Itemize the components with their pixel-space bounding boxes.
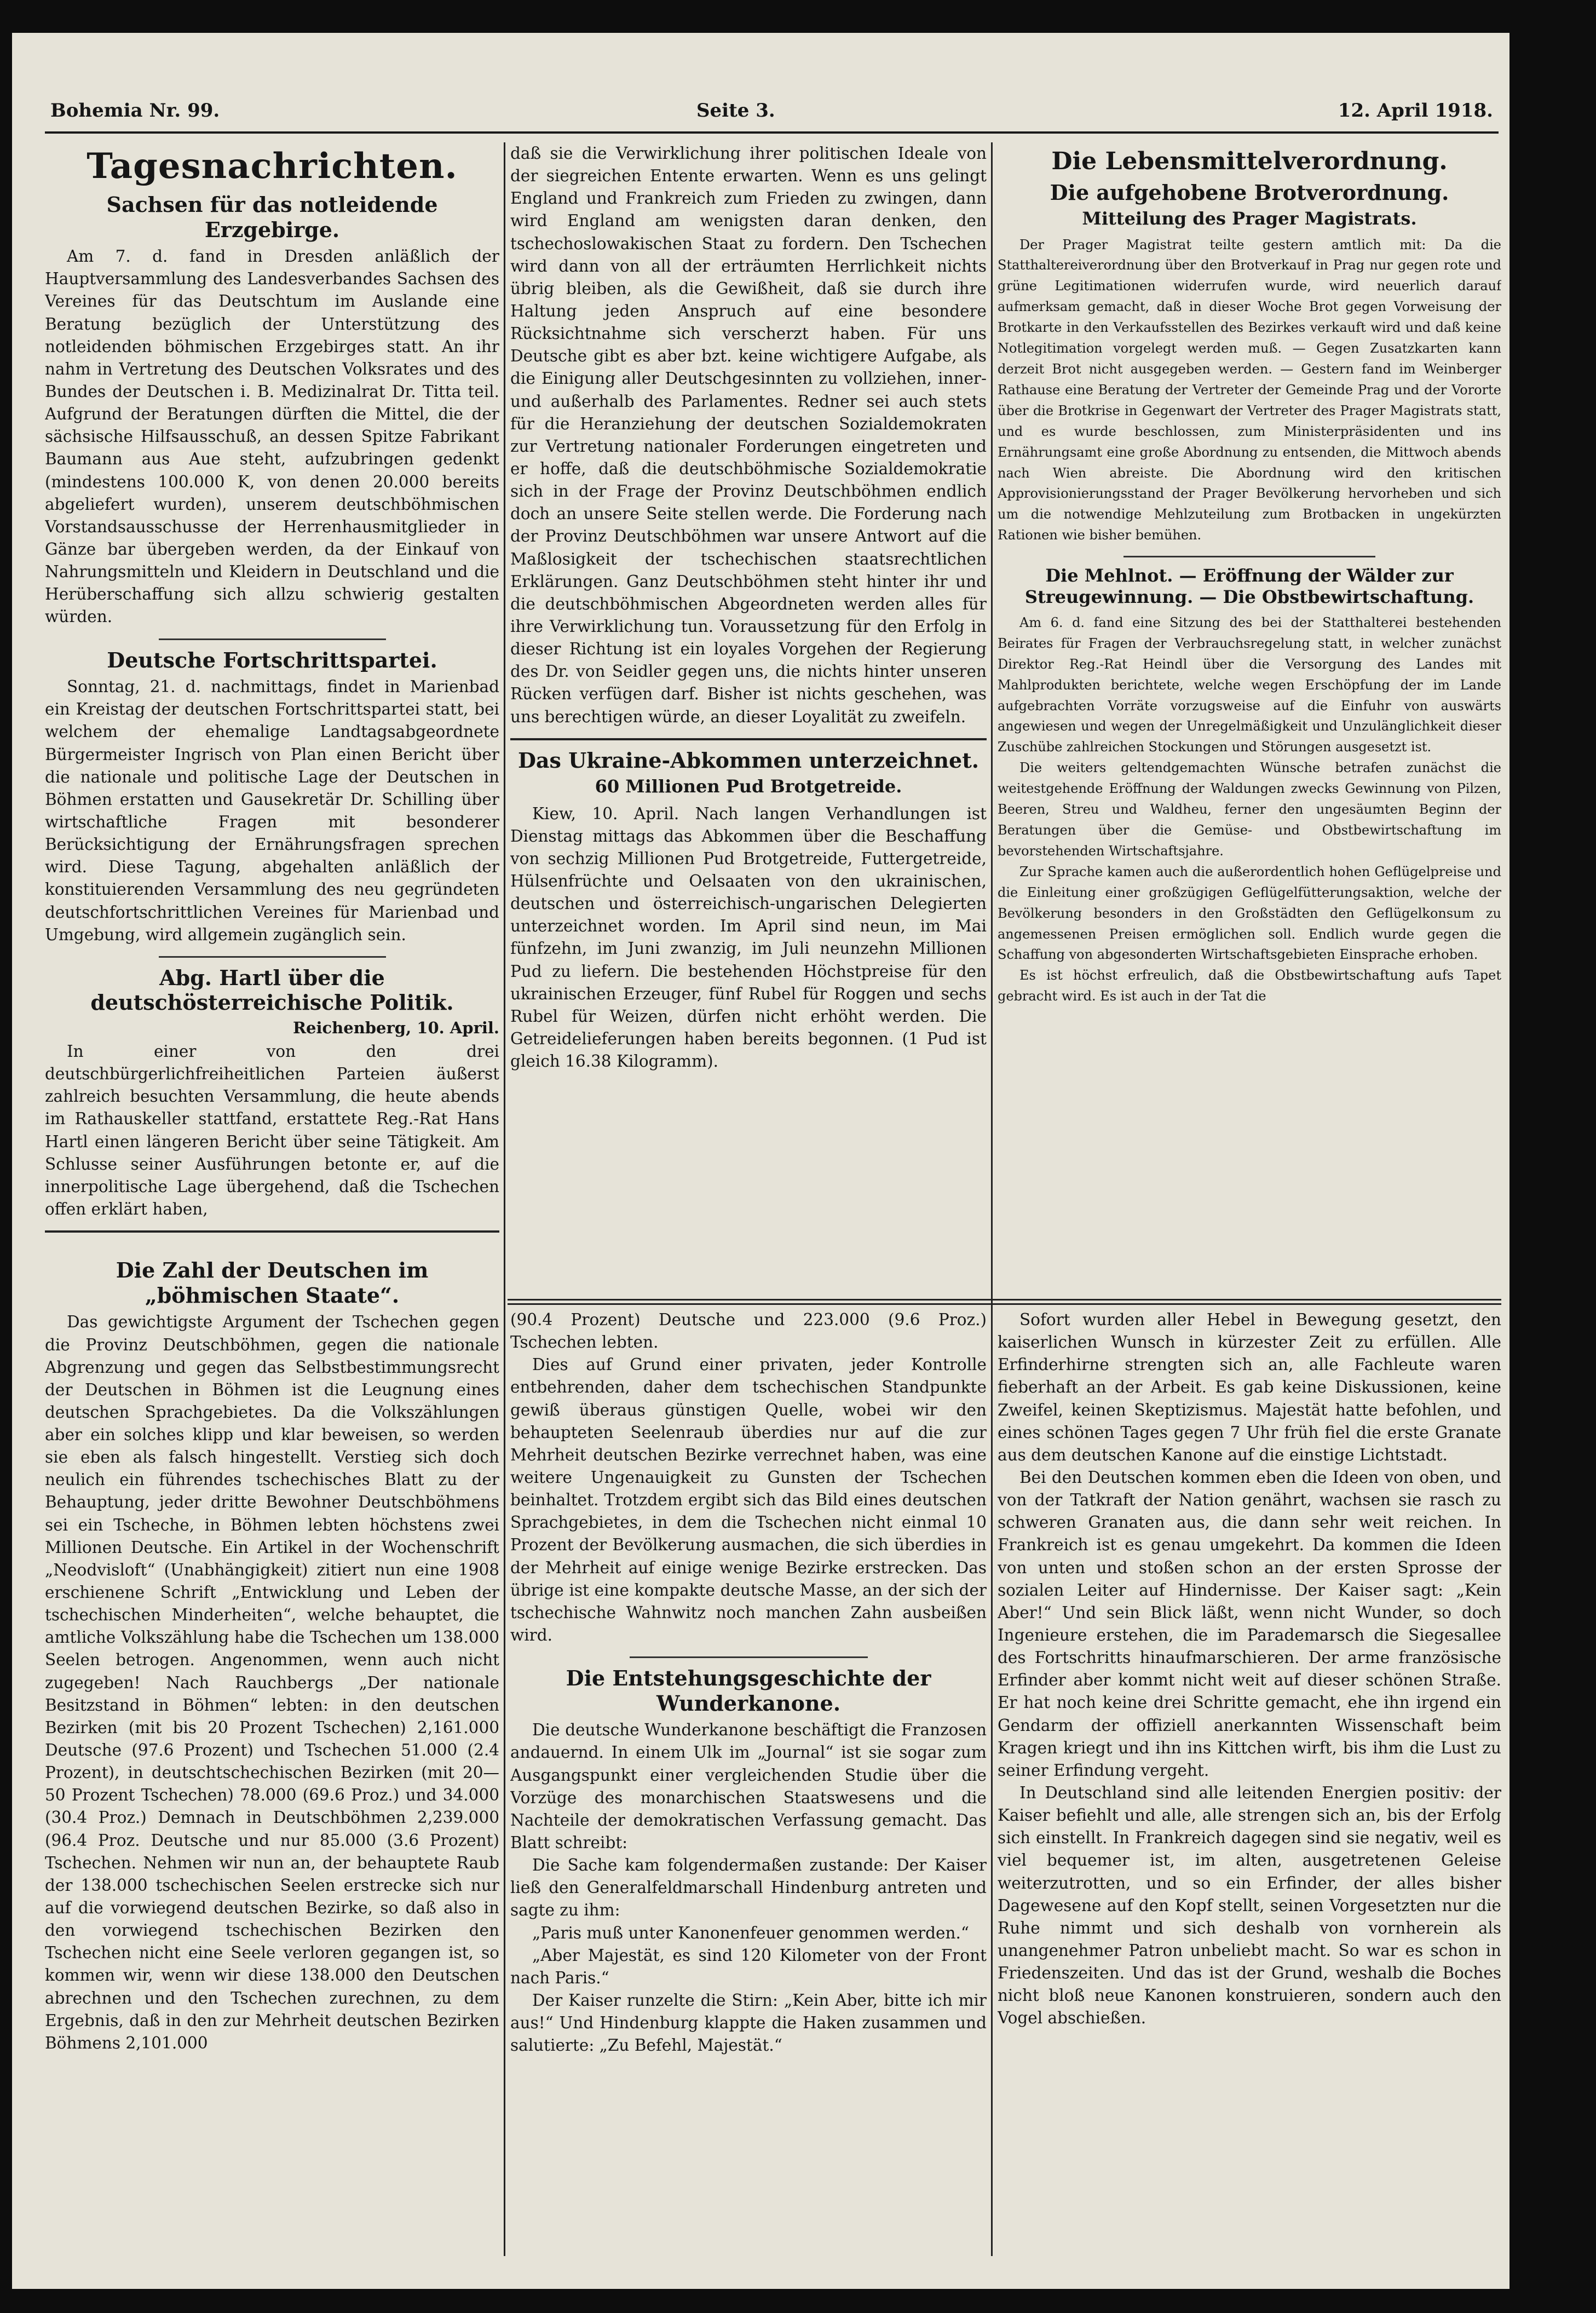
article-zahl-continued: (90.4 Prozent) Deutsche und 223.000 (9.6 Proz.) Tschechen lebten. [510,1310,987,1352]
column-1 [45,142,499,2256]
column-5 [998,1309,1501,2256]
article-mehlnot-p2: Die weiters geltendgemachten Wünsche betrafen zunächst die weitestgehende Eröffnung der Waldungen zwecks Gewinnung von Pilzen, Beeren, Streu und Waldheu, ferner den ungesäumten Beginn der Beratungen über die Gemüse- und Obstbewirtschaftung im bevorstehenden Wirtschaftsjahre. [998,760,1501,859]
subheadline-magistrat: Mitteilung des Prager Magistrats. [1082,208,1417,229]
article-separator [159,638,386,640]
section-masthead: Tagesnachrichten. [87,146,458,187]
article-ukraine-body: Kiew, 10. April. Nach langen Verhandlungen ist Dienstag mittags das Abkommen über die Beschaffung von sechzig Millionen Pud Brotgetreide, Futtergetreide, Hülsenfrüchte und Oelsaaten von den ukrainischen, deutschen und österreichisch-ungarischen Delegierten unterzeichnet worden. Im April sind neun, im Mai fünfzehn, im Juni zwanzig, im Juli neunzehn Millionen Pud zu liefern. Die bestehenden Höchstpreise für den ukrainischen Erzeuger, fünf Rubel für Roggen und sechs Rubel für Weizen, dürfen nicht erhöht werden. Die Getreidelieferungen haben bereits begonnen. (1 Pud ist gleich 16.38 Kilogramm). [510,804,987,1071]
article-wunderkanone-p5: Der Kaiser runzelte die Stirn: „Kein Aber, bitte ich mir aus!“ Und Hindenburg klappte die Haken zusammen und salutierte: „Zu Befehl, Majestät.“ [510,1990,987,2055]
article-separator [45,1230,499,1233]
column-rule-1 [504,142,505,2256]
article-wunderkanone-p1: Die deutsche Wunderkanone beschäftigt die Franzosen andauernd. In einem Ulk im „Journal“ ist sie sogar zum Ausgangspunkt einer vergleichenden Studie über die Vorzüge des monarchischen Staatswesens und die Nachteile der demokratischen Verfassung gemacht. Das Blatt schreibt: [510,1721,987,1852]
column-rule-2 [991,142,993,2256]
article-hartl-body: In einer von den drei deutschbürgerlichfreiheitlichen Parteien äußerst zahlreich besuchten Versammlung, die heute abends im Rathauskeller stattfand, erstattete Reg.-Rat Hans Hartl einen längeren Bericht über seine Tätigkeit. Am Schlusse seiner Ausführungen betonte er, auf die innerpolitische Lage übergehend, daß die Tschechen offen erklärt haben, [45,1042,499,1219]
subheadline-brotverordnung: Die aufgehobene Brotverordnung. [1050,180,1449,205]
article-lebensmittel-body: Der Prager Magistrat teilte gestern amtlich mit: Da die Statthaltereiverordnung über den Brotverkauf in Prag nur gegen rote und grüne Legitimationen widerrufen wurde, wird neuerlich darauf aufmerksam gemacht, daß in dieser Woche Brot gegen Vorweisung der Brotkarte in den Verkaufsstellen des Bezirkes verkauft wird und daß keine Notlegitimation vorgelegt werden muß. — Gegen Zusatzkarten kann derzeit Brot nicht ausgegeben werden. — Gestern fand im Weinberger Rathause eine Beratung der Vertreter der Gemeinde Prag und der Vororte über die Brotkrise in Gegenwart der Vertreter des Prager Magistrats statt, und es wurde beschlossen, zum Ministerpräsidenten und ins Ernährungsamt eine große Abordnung zu entsenden, die Mittwoch abends nach Wien abreiste. Die Abordnung wird den kritischen Approvisionierungsstand der Prager Bevölkerung hervorheben und sich um die notwendige Mehlzuteilung zum Brotbacken in ungekürzten Rationen wie bisher bemühen. [998,237,1501,543]
article-wunderkanone-p8: In Deutschland sind alle leitenden Energien positiv: der Kaiser befiehlt und alle, alle strengen sich an, bis der Erfolg sich einstellt. In Frankreich dagegen sind sie negativ, weil es viel bequemer ist, im alten, ausgetretenen Geleise weiterzutrotten, und so ein Erfinder, der alles bisher Dagewesene auf den Kopf stellt, seinen Vorgesetzten nur die Ruhe nimmt und sich deshalb von vornherein als unangenehmer Patron unbeliebt macht. So war es schon in Friedenszeiten. Und das ist der Grund, weshalb die Boches nicht bloß neue Kanonen konstruieren, sondern auch den Vogel abschießen. [998,1783,1501,2028]
article-zahl-body: Das gewichtigste Argument der Tschechen gegen die Provinz Deutschböhmen, gegen die nationale Abgrenzung und gegen das Selbstbestimmungsrecht der Deutschen in Böhmen ist die Leugnung eines deutschen Sprachgebietes. Da die Volkszählungen aber ein solches klipp und klar beweisen, so werden sie eben als falsch hingestellt. Verstieg sich doch neulich ein führendes tschechisches Blatt zu der Behauptung, jeder dritte Bewohner Deutschböhmens sei ein Tscheche, in Böhmen lebten höchstens zwei Millionen Deutsche. Ein Artikel in der Wochenschrift „Neodvisloft“ (Unabhängigkeit) zitiert nun eine 1908 erschienene Schrift „Entwicklung und Leben der tschechischen Minderheiten“, welche behauptet, die amtliche Volkszählung habe die Tschechen um 138.000 Seelen betrogen. Angenommen, wenn auch nicht zugegeben! Nach Rauchbergs „Der nationale Besitzstand in Böhmen“ lebten: in den deutschen Bezirken (mit bis 20 Prozent Tschechen) 2,161.000 Deutsche (97.6 Prozent) und Tschechen 51.000 (2.4 Prozent), in deutschtschechischen Bezirken (mit 20—50 Prozent Tschechen) 78.000 (69.6 Proz.) und 34.000 (30.4 Proz.) Demnach in Deutschböhmen 2,239.000 (96.4 Proz. Deutsche und nur 85.000 (3.6 Prozent) Tschechen. Nehmen wir nun an, der behauptete Raub der 138.000 tschechischen Seelen erstrecke sich nur auf die vorwiegend deutschen Bezirke, so daß also in den vorwiegend tschechischen Bezirken den Tschechen nicht eine Seele verloren gegangen ist, so kommen wir, wenn wir diese 138.000 den Deutschen abrechnen und den Tschechen zurechnen, zu dem Ergebnis, daß in den zur Mehrheit deutschen Bezirken Böhmens 2,101.000 [45,1313,499,2052]
article-separator [1123,556,1375,557]
headline-fortschrittspartei: Deutsche Fortschrittspartei. [107,647,437,672]
headline-hartl: Abg. Hartl über die deutschösterreichische Politik. [90,965,454,1015]
headline-erzgebirge: Sachsen für das notleidende Erzgebirge. [106,192,438,242]
article-wunderkanone-p3: „Paris muß unter Kanonenfeuer genommen werden.“ [532,1923,969,1942]
subheadline-ukraine: 60 Millionen Pud Brotgetreide. [595,776,902,797]
article-mehlnot-p3: Zur Sprache kamen auch die außerordentlich hohen Geflügelpreise und die Einleitung einer großzügigen Geflügelfütterungsaktion, welche der Bevölkerung besonders in den Großstädten den Geflügelkonsum zu angemessenen Preisen ermöglichen soll. Endlich wurde gegen die Schaffung von abgesonderten Wirtschaftsgebieten Einsprache erhoben. [998,864,1501,963]
article-mehlnot-p1: Am 6. d. fand eine Sitzung des bei der Statthalterei bestehenden Beirates für Fragen der Verbrauchsregelung statt, in welcher zunächst Direktor Reg.-Rat Heindl über die Versorgung des Landes mit Mahlprodukten berichtete, welche wegen Erschöpfung der im Lande aufgebrachten Vorräte vorzugsweise auf die Einfuhr von auswärts angewiesen und wegen der Unregelmäßigkeit und Unzulänglichkeit dieser Zuschübe zahlreichen Stockungen und Störungen ausgesetzt ist. [998,614,1501,755]
newspaper-page [12,33,1509,2289]
header-rule [45,131,1499,134]
article-separator [630,1656,868,1658]
header-page-number: Seite 3. [696,100,775,122]
column-3 [998,142,1501,1298]
headline-lebensmittel: Die Lebensmittelverordnung. [1051,147,1448,175]
dateline-reichenberg: Reichenberg, 10. April. [292,1019,499,1038]
article-zahl-p2: Dies auf Grund einer privaten, jeder Kontrolle entbehrenden, daher dem tschechischen Standpunkte gewiß überaus günstigen Quelle, wobei wir den behaupteten Seelenraub überdies nur auf die zur Mehrheit deutschen Bezirke verrechnet haben, was eine weitere Ungenauigkeit zu Gunsten der Tschechen beinhaltet. Trotzdem ergibt sich das Bild eines deutschen Sprachgebietes, in dem die Tschechen nicht einmal 10 Prozent der Bevölkerung ausmachen, die sich überdies in der Mehrheit auf einige wenige Bezirke erstrecken. Das übrige ist eine kompakte deutsche Masse, an der sich der tschechische Wahnwitz noch manchen Zahn ausbeißen wird. [510,1355,987,1644]
column-4 [510,1309,987,2256]
article-fortschrittspartei-body: Sonntag, 21. d. nachmittags, findet in Marienbad ein Kreistag der deutschen Fortschrittspartei statt, bei welchem der ehemalige Landtagsabgeordnete Bürgermeister Ingrisch von Plan einen Bericht über die nationale und politische Lage der Deutschen in Böhmen erstatten und Gausekretär Dr. Schilling über wirtschaftliche Fragen mit besonderer Berücksichtigung der Ernährungsfragen sprechen wird. Diese Tagung, abgehalten anläßlich der konstituierenden Versammlung des neu gegründeten deutschfortschrittlichen Vereines für Marienbad und Umgebung, wird allgemein zugänglich sein. [45,677,499,944]
headline-wunderkanone: Die Entstehungsgeschichte der Wunderkanone. [566,1666,931,1716]
article-erzgebirge-body: Am 7. d. fand in Dresden anläßlich der Hauptversammlung des Landesverbandes Sachsen des Vereines für das Deutschtum im Auslande eine Beratung bezüglich der Unterstützung des notleidenden böhmischen Erzgebirges statt. An ihr nahm in Vertretung des Deutschen Volksrates und des Bundes der Deutschen i. B. Medizinalrat Dr. Titta teil. Aufgrund der Beratungen dürften die Mittel, die der sächsische Hilfsausschuß, an dessen Spitze Fabrikant Baumann aus Aue steht, aufzubringen gedenkt (mindestens 100.000 K, von denen 20.000 bereits abgeliefert wurden), unserem deutschböhmischen Vorstandsausschusse der Herrenhausmitglieder in Gänze bar übergeben werden, da der Einkauf von Nahrungsmitteln und Kleidern in Deutschland und die Herüberschaffung sich allzu schwierig gestalten würden. [45,247,499,626]
headline-ukraine: Das Ukraine-Abkommen unterzeichnet. [517,747,980,773]
article-wunderkanone-p2: Die Sache kam folgendermaßen zustande: Der Kaiser ließ den Generalfeldmarschall Hindenburg antreten und sagte zu ihm: [510,1856,987,1920]
header-publication: Bohemia Nr. 99. [50,100,220,122]
article-separator [510,738,987,740]
article-hartl-continued: daß sie die Verwirklichung ihrer politischen Ideale von der siegreichen Entente erwarten. Wenn es uns gelingt England und Frankreich zum Frieden zu zwingen, dann wird England am wenigsten daran denken, den tschechoslowakischen Staat zu fordern. Den Tschechen wird dann von all der erträumten Herrlichkeit nichts übrig bleiben, als die Gewißheit, daß sie durch ihre Haltung jeden Anspruch auf eine besondere Rücksichtnahme sich verscherzt haben. Für uns Deutsche gibt es aber bzt. keine wichtigere Aufgabe, als die Einigung aller Deutschgesinnten zu vollziehen, inner- und außerhalb des Parlamentes. Redner sei auch stets für die Heranziehung der deutschen Sozialdemokraten zur Vertretung nationaler Forderungen eingetreten und er hoffe, daß die deutschböhmische Sozialdemokratie sich in der Frage der Provinz Deutschböhmen endlich doch an unsere Seite stellen werde. Die Forderung nach der Provinz Deutschböhmen war unsere Antwort auf die Maßlosigkeit der tschechischen staatsrechtlichen Erklärungen. Ganz Deutschböhmen steht hinter ihr und die deutschböhmischen Abgeordneten werden alles für ihre Verwirklichung tun. Voraussetzung für den Erfolg in dieser Richtung ist ein loyales Vorgehen der Regierung des Dr. von Seidler gegen uns, die nichts hinter unseren Rücken verfügen darf. Bisher ist nichts geschehen, was uns berechtigen würde, an dieser Loyalität zu zweifeln. [510,144,987,726]
article-mehlnot-p4: Es ist höchst erfreulich, daß die Obstbewirtschaftung aufs Tapet gebracht wird. Es ist auch in der Tat die [998,968,1501,1004]
article-wunderkanone-p7: Bei den Deutschen kommen eben die Ideen von oben, und von der Tatkraft der Nation genährt, wachsen sie rasch zu schweren Granaten aus, die dann sehr weit reichen. In Frankreich ist es genau umgekehrt. Da kommen die Ideen von unten und stoßen schon an der ersten Sprosse der sozialen Leiter auf Hindernisse. Der Kaiser sagt: „Kein Aber!“ Und sein Blick läßt, wenn nicht Wunder, so doch Ingenieure erstehen, die im Parademarsch die Siegesallee des Fortschritts hinaufmarschieren. Der arme französische Erfinder aber kommt nicht weit auf dieser schönen Straße. Er hat noch keine drei Schritte gemacht, ehe ihn irgend ein Gendarm der offiziell anerkannten Wissenschaft beim Kragen kriegt und ihn ins Kittchen wirft, bis ihm die Lust zu seiner Erfindung vergeht. [998,1468,1501,1780]
headline-zahl-der-deutschen: Die Zahl der Deutschen im „böhmischen Staate“. [116,1258,429,1308]
headline-mehlnot: Die Mehlnot. — Eröffnung der Wälder zur Streugewinnung. — Die Obstbewirtschaftung. [1024,565,1474,607]
article-wunderkanone-p4: „Aber Majestät, es sind 120 Kilometer von der Front nach Paris.“ [510,1946,987,1987]
article-separator [159,956,386,958]
article-wunderkanone-p6: Sofort wurden aller Hebel in Bewegung gesetzt, den kaiserlichen Wunsch in kürzester Zeit zu erfüllen. Alle Erfinderhirne strengten sich an, alle Fachleute waren fieberhaft an der Arbeit. Es gab keine Diskussionen, keine Zweifel, keinen Skeptizismus. Majestät hatte befohlen, und eines schönen Tages gegen 7 Uhr früh fiel die erste Granate aus dem deutschen Kanone auf die einstige Lichtstadt. [998,1310,1501,1464]
column-2 [510,142,987,1303]
header-date: 12. April 1918. [1338,100,1493,122]
